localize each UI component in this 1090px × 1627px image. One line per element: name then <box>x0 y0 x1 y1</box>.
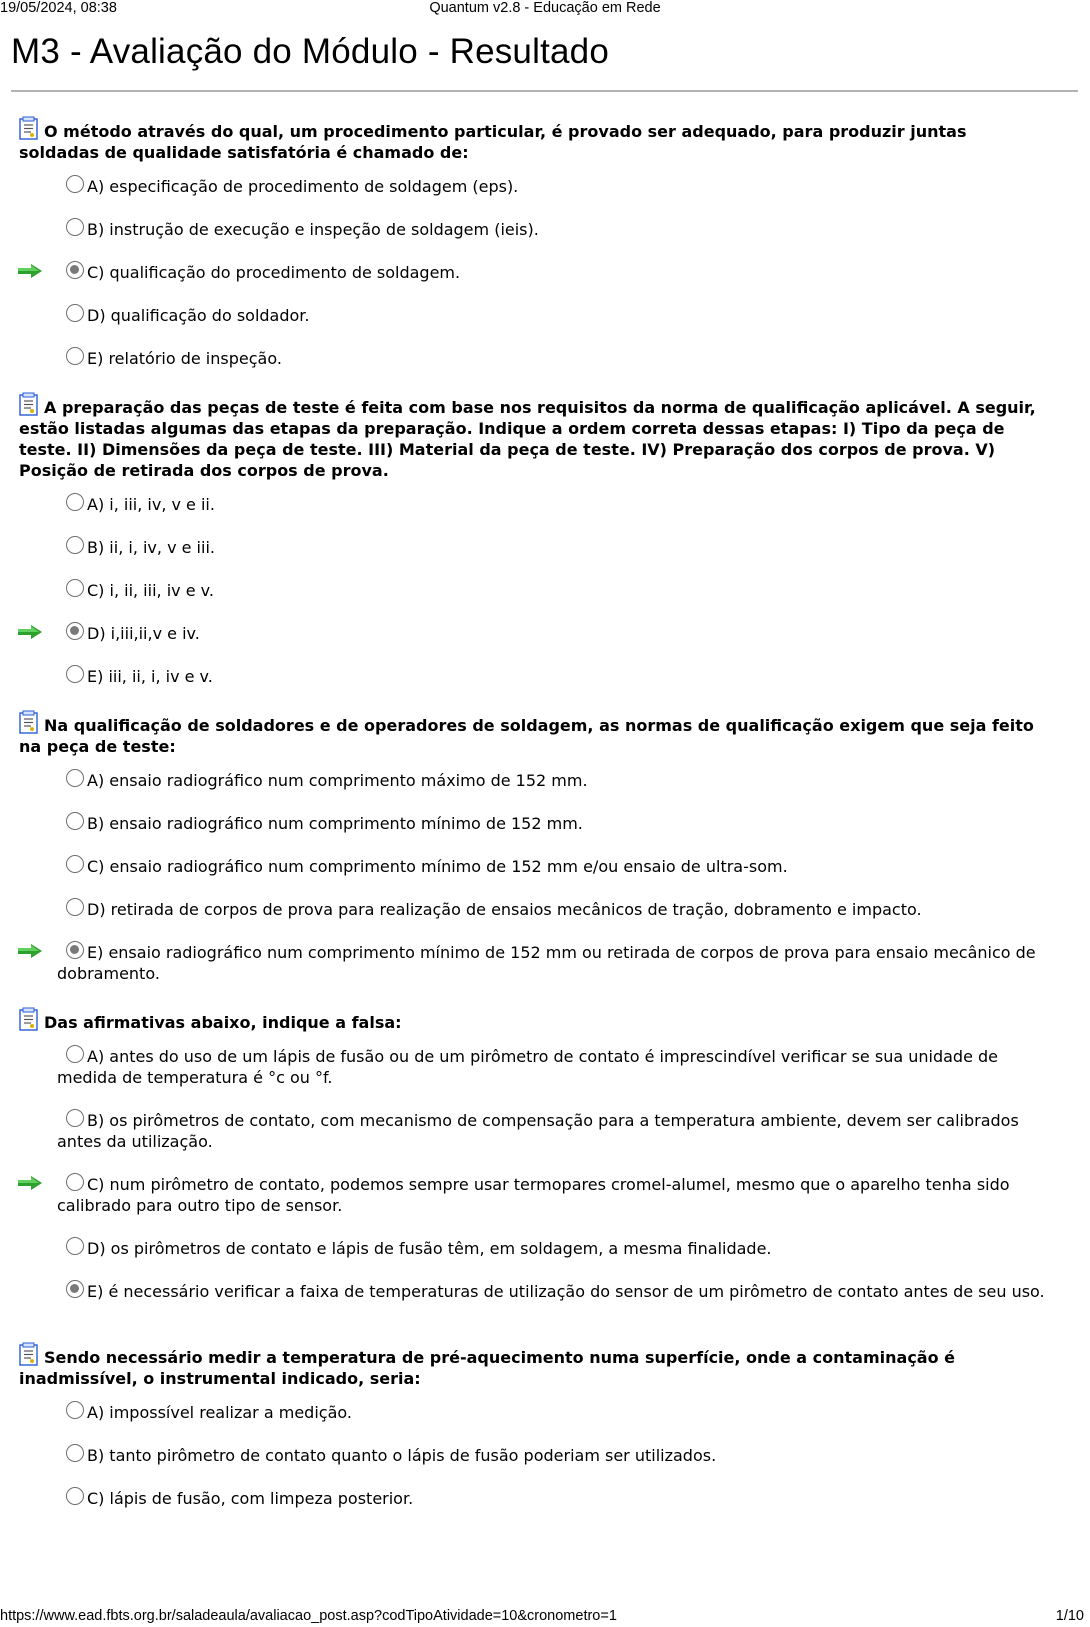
green-arrow-icon <box>17 943 43 959</box>
answer-option[interactable] <box>57 665 1090 687</box>
radio-button[interactable] <box>66 218 84 236</box>
print-page-title: Quantum v2.8 - Educação em Rede <box>429 0 661 16</box>
answer-options <box>0 1401 1090 1509</box>
radio-selected[interactable] <box>66 261 84 279</box>
option-label: A) especificação de procedimento de soldagem (eps). <box>87 177 519 196</box>
radio-button[interactable] <box>66 1401 84 1419</box>
notepad-icon <box>19 116 38 140</box>
option-label: C) ensaio radiográfico num comprimento mínimo de 152 mm e/ou ensaio de ultra-som. <box>87 857 788 876</box>
radio-selected[interactable] <box>66 1280 84 1298</box>
question-label: Sendo necessário medir a temperatura de pré-aquecimento numa superfície, onde a contaminação é inadmissível, o instrumental indicado, seria: <box>19 1348 956 1388</box>
question-text <box>19 1007 1045 1033</box>
title-divider <box>11 90 1078 92</box>
answer-option[interactable] <box>57 855 1090 877</box>
radio-button[interactable] <box>66 769 84 787</box>
question-block <box>0 1007 1090 1302</box>
question-text <box>19 392 1045 481</box>
question-block <box>0 710 1090 984</box>
answer-option[interactable] <box>57 304 1090 326</box>
notepad-icon <box>19 1342 38 1366</box>
answer-options <box>0 175 1090 369</box>
answer-option[interactable] <box>57 493 1090 515</box>
answer-option[interactable] <box>57 218 1090 240</box>
question-gap <box>0 687 1090 710</box>
radio-button[interactable] <box>66 665 84 683</box>
radio-button[interactable] <box>66 347 84 365</box>
answer-option[interactable] <box>57 579 1090 601</box>
radio-button[interactable] <box>66 1045 84 1063</box>
option-label: A) impossível realizar a medição. <box>87 1403 352 1422</box>
question-block <box>0 392 1090 687</box>
radio-button[interactable] <box>66 898 84 916</box>
radio-button[interactable] <box>66 1237 84 1255</box>
question-list <box>0 116 1090 1509</box>
option-label: E) iii, ii, i, iv e v. <box>87 667 213 686</box>
answer-option[interactable] <box>57 769 1090 791</box>
option-label: A) ensaio radiográfico num comprimento máximo de 152 mm. <box>87 771 588 790</box>
option-label: E) relatório de inspeção. <box>87 349 282 368</box>
answer-option[interactable] <box>57 261 1090 283</box>
answer-option[interactable] <box>57 812 1090 834</box>
radio-button[interactable] <box>66 493 84 511</box>
question-text <box>19 116 1045 163</box>
option-label: C) lápis de fusão, com limpeza posterior. <box>87 1489 414 1508</box>
print-footer <box>0 1608 1090 1626</box>
option-label: E) ensaio radiográfico num comprimento mínimo de 152 mm ou retirada de corpos de prova para ensaio mecânico de dobramento. <box>57 943 1036 983</box>
option-label: B) os pirômetros de contato, com mecanismo de compensação para a temperatura ambiente, devem ser calibrados antes da utilização. <box>57 1111 1019 1151</box>
radio-button[interactable] <box>66 1444 84 1462</box>
radio-button[interactable] <box>66 1487 84 1505</box>
print-datetime: 19/05/2024, 08:38 <box>0 0 117 16</box>
answer-option[interactable] <box>57 941 1090 984</box>
radio-button[interactable] <box>66 855 84 873</box>
question-label: O método através do qual, um procedimento particular, é provado ser adequado, para produzir juntas soldadas de qualidade satisfatória é chamado de: <box>19 122 967 162</box>
answer-option[interactable] <box>57 1109 1090 1152</box>
option-label: D) i,iii,ii,v e iv. <box>87 624 200 643</box>
radio-button[interactable] <box>66 175 84 193</box>
question-label: A preparação das peças de teste é feita com base nos requisitos da norma de qualificação aplicável. A seguir, estão listadas algumas das etapas da preparação. Indique a ordem correta dessas etapas: I) Tipo da peça de teste. II) Dimensões da peça de teste. III) Material da peça de teste. IV) Preparação dos corpos de prova. V) Posição de retirada dos corpos de prova. <box>19 398 1036 480</box>
option-label: C) i, ii, iii, iv e v. <box>87 581 214 600</box>
answer-options <box>0 1045 1090 1302</box>
answer-option[interactable] <box>57 1173 1090 1216</box>
answer-option[interactable] <box>57 175 1090 197</box>
notepad-icon <box>19 392 38 416</box>
green-arrow-icon <box>17 624 43 640</box>
option-label: D) retirada de corpos de prova para realização de ensaios mecânicos de tração, dobramento e impacto. <box>87 900 922 919</box>
question-block <box>0 1342 1090 1509</box>
option-label: D) os pirômetros de contato e lápis de fusão têm, em soldagem, a mesma finalidade. <box>87 1239 772 1258</box>
radio-selected[interactable] <box>66 941 84 959</box>
question-label: Das afirmativas abaixo, indique a falsa: <box>44 1013 402 1032</box>
question-gap <box>0 984 1090 1007</box>
radio-button[interactable] <box>66 1173 84 1191</box>
option-label: B) ensaio radiográfico num comprimento mínimo de 152 mm. <box>87 814 583 833</box>
answer-option[interactable] <box>57 1045 1090 1088</box>
answer-options <box>0 769 1090 984</box>
question-label: Na qualificação de soldadores e de operadores de soldagem, as normas de qualificação exigem que seja feito na peça de teste: <box>19 716 1034 756</box>
answer-option[interactable] <box>57 347 1090 369</box>
answer-option[interactable] <box>57 1401 1090 1423</box>
option-label: D) qualificação do soldador. <box>87 306 310 325</box>
option-label: A) i, iii, iv, v e ii. <box>87 495 215 514</box>
radio-button[interactable] <box>66 579 84 597</box>
green-arrow-icon <box>17 1175 43 1191</box>
option-label: B) instrução de execução e inspeção de soldagem (ieis). <box>87 220 539 239</box>
radio-button[interactable] <box>66 1109 84 1127</box>
print-header <box>0 0 1090 18</box>
answer-option[interactable] <box>57 536 1090 558</box>
answer-option[interactable] <box>57 1237 1090 1259</box>
option-label: A) antes do uso de um lápis de fusão ou de um pirômetro de contato é imprescindível verificar se sua unidade de medida de temperatura é °c ou °f. <box>57 1047 998 1087</box>
answer-options <box>0 493 1090 687</box>
question-block <box>0 116 1090 369</box>
question-gap <box>0 1302 1090 1342</box>
page-number: 1/10 <box>1055 1608 1084 1624</box>
notepad-icon <box>19 710 38 734</box>
question-text <box>19 710 1045 757</box>
radio-selected[interactable] <box>66 622 84 640</box>
question-text <box>19 1342 1045 1389</box>
option-label: C) qualificação do procedimento de soldagem. <box>87 263 461 282</box>
option-label: E) é necessário verificar a faixa de temperaturas de utilização do sensor de um pirômetro de contato antes de seu uso. <box>87 1282 1045 1301</box>
answer-option[interactable] <box>57 1487 1090 1509</box>
answer-option[interactable] <box>57 898 1090 920</box>
answer-option[interactable] <box>57 1280 1090 1302</box>
option-label: B) tanto pirômetro de contato quanto o lápis de fusão poderiam ser utilizados. <box>87 1446 717 1465</box>
question-gap <box>0 369 1090 392</box>
answer-option[interactable] <box>57 622 1090 644</box>
notepad-icon <box>19 1007 38 1031</box>
page-title: M3 - Avaliação do Módulo - Resultado <box>11 32 609 71</box>
radio-button[interactable] <box>66 304 84 322</box>
option-label: B) ii, i, iv, v e iii. <box>87 538 215 557</box>
option-label: C) num pirômetro de contato, podemos sempre usar termopares cromel-alumel, mesmo que o aparelho tenha sido calibrado para outro tipo de sensor. <box>57 1175 1010 1215</box>
answer-option[interactable] <box>57 1444 1090 1466</box>
page-url: https://www.ead.fbts.org.br/saladeaula/avaliacao_post.asp?codTipoAtividade=10&cronometro=1 <box>0 1608 617 1624</box>
radio-button[interactable] <box>66 812 84 830</box>
green-arrow-icon <box>17 263 43 279</box>
radio-button[interactable] <box>66 536 84 554</box>
